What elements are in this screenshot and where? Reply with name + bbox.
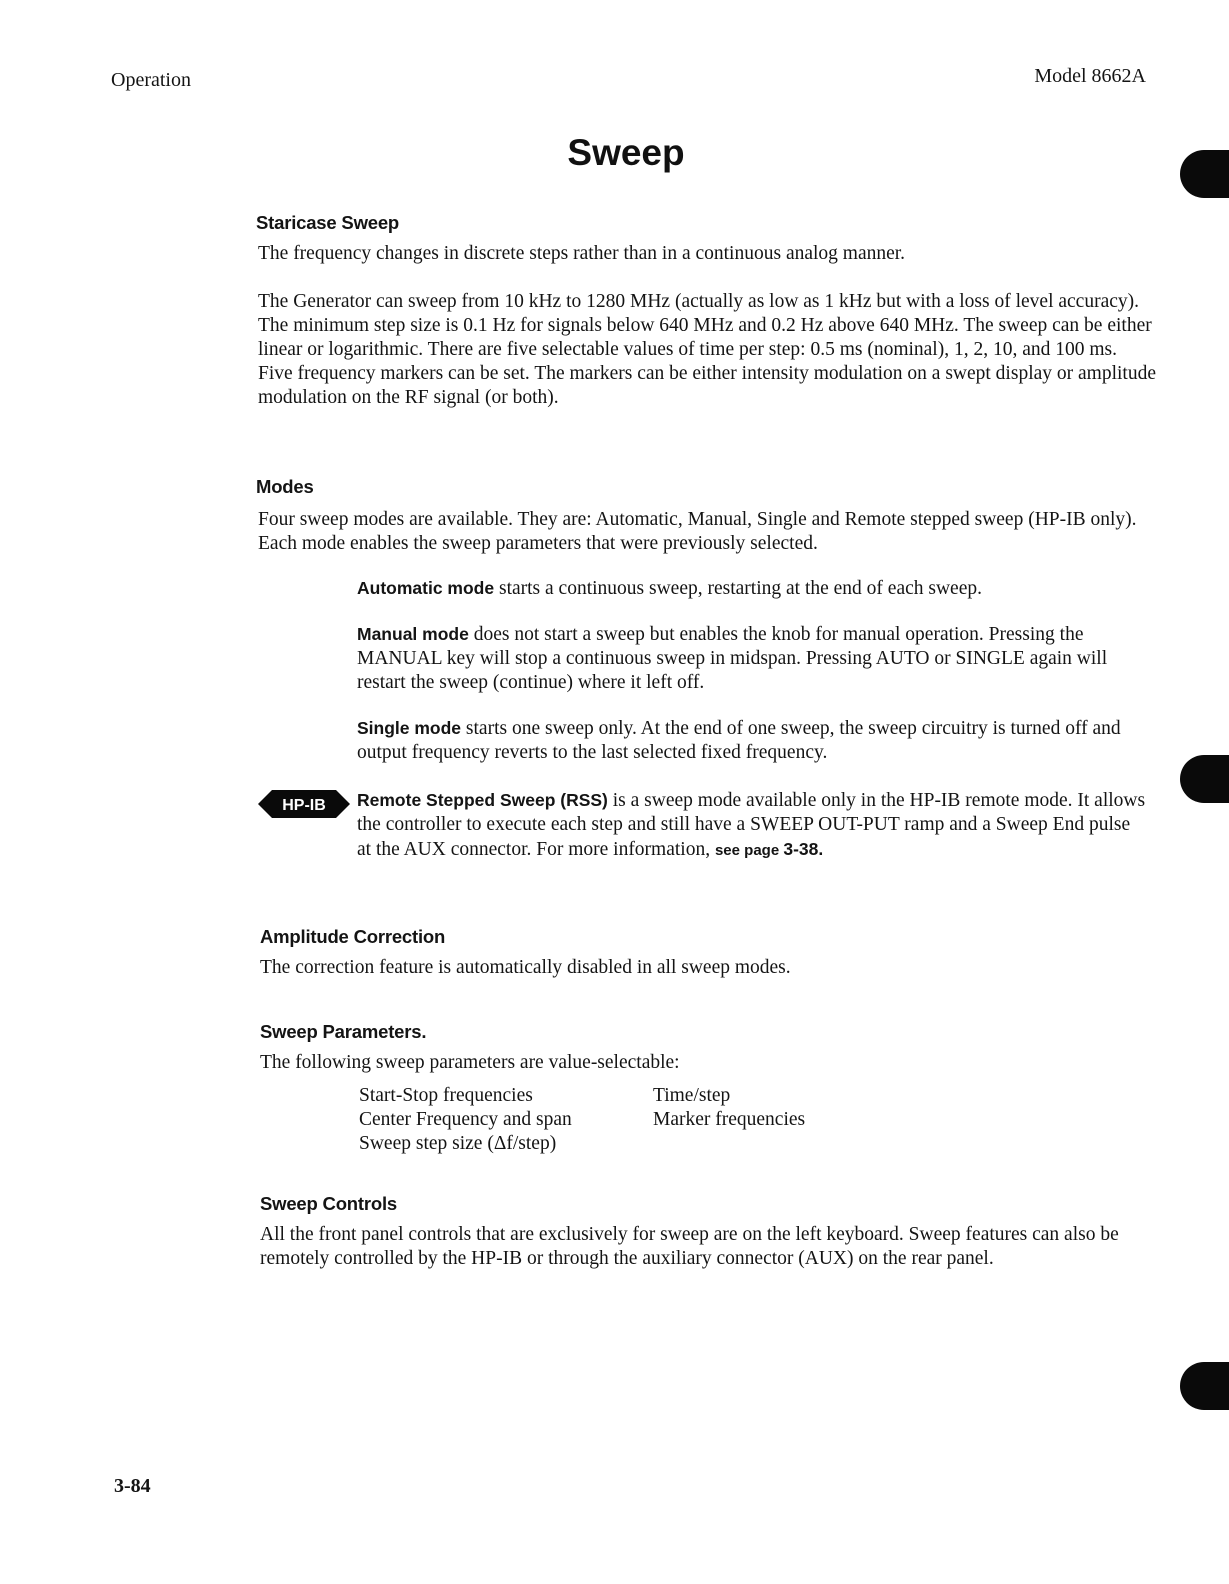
binder-tab-bottom [1180, 1362, 1229, 1410]
parameter-cell: Time/step [653, 1085, 731, 1106]
hpib-badge-label: HP-IB [282, 797, 326, 814]
mode-rss-text: is a sweep mode available only in the HP-IB remote mode. It allows the controller to execute each step and still have a SWEEP OUT-PUT ramp and a Sweep End pulse at the AUX connector. For more information, [357, 790, 1146, 860]
mode-manual-term: Manual mode [357, 624, 469, 644]
parameters-intro: The following sweep parameters are value-selectable: [260, 1052, 680, 1073]
staircase-heading: Staricase Sweep [256, 212, 400, 233]
page-number: 3-84 [114, 1475, 151, 1497]
table-row [359, 1084, 805, 1108]
mode-rss-see: see page [714, 842, 784, 859]
modes-heading: Modes [256, 476, 314, 497]
parameters-table [359, 1084, 805, 1156]
mode-single-text: starts one sweep only. At the end of one sweep, the sweep circuitry is turned off and output frequency reverts to the last selected fixed frequency. [357, 718, 1121, 763]
mode-single-term: Single mode [357, 718, 462, 738]
parameter-cell: Marker frequencies [653, 1109, 806, 1130]
parameters-heading: Sweep Parameters. [260, 1021, 427, 1042]
mode-rss-page-ref: 3-38. [783, 839, 824, 859]
staircase-para-2: The Generator can sweep from 10 kHz to 1280 MHz (actually as low as 1 kHz but with a loss of level accuracy). The minimum step size is 0.1 Hz for signals below 640 MHz and 0.2 Hz above 640 MHz. The sweep can be either linear or logarithmic. There are five selectable values of time per step: 0.5 ms (nominal), 1, 2, 10, and 100 ms. Five frequency markers can be set. The markers can be either intensity modulation on a swept display or amplitude modulation on the RF signal (or both). [258, 291, 1156, 408]
mode-single [357, 716, 1137, 765]
table-row [359, 1108, 805, 1132]
page-title: Sweep [567, 132, 685, 173]
binder-tab-top [1180, 150, 1229, 198]
mode-manual [357, 622, 1137, 695]
parameter-cell: Sweep step size (Δf/step) [359, 1133, 557, 1154]
controls-text: All the front panel controls that are exclusively for sweep are on the left keyboard. Sweep features can also be remotely controlled by the HP-IB or through the auxiliary connector (AUX) on the rear panel. [260, 1224, 1119, 1269]
mode-manual-text: does not start a sweep but enables the knob for manual operation. Pressing the MANUAL key will stop a continuous sweep in midspan. Pressing AUTO or SINGLE again will restart the sweep (continue) where it left off. [357, 624, 1108, 693]
mode-automatic [357, 576, 1157, 601]
parameter-cell: Center Frequency and span [359, 1109, 572, 1130]
mode-rss-term: Remote Stepped Sweep (RSS) [357, 790, 608, 810]
hpib-badge-icon [258, 790, 350, 818]
header-model: Model 8662A [1034, 65, 1146, 87]
staircase-para-1: The frequency changes in discrete steps rather than in a continuous analog manner. [258, 243, 906, 264]
amplitude-heading: Amplitude Correction [260, 926, 446, 947]
mode-rss [357, 788, 1147, 863]
header-section: Operation [111, 69, 191, 91]
parameter-cell: Start-Stop frequencies [359, 1085, 533, 1106]
parameter-cell [653, 1132, 805, 1156]
binder-tab-middle [1180, 755, 1229, 803]
modes-intro: Four sweep modes are available. They are: Automatic, Manual, Single and Remote stepped sweep (HP-IB only). Each mode enables the sweep parameters that were previously selected. [258, 509, 1137, 554]
amplitude-text: The correction feature is automatically disabled in all sweep modes. [260, 957, 791, 978]
controls-heading: Sweep Controls [260, 1193, 397, 1214]
mode-automatic-text: starts a continuous sweep, restarting at the end of each sweep. [494, 578, 982, 599]
table-row [359, 1132, 805, 1156]
mode-automatic-term: Automatic mode [357, 578, 495, 598]
